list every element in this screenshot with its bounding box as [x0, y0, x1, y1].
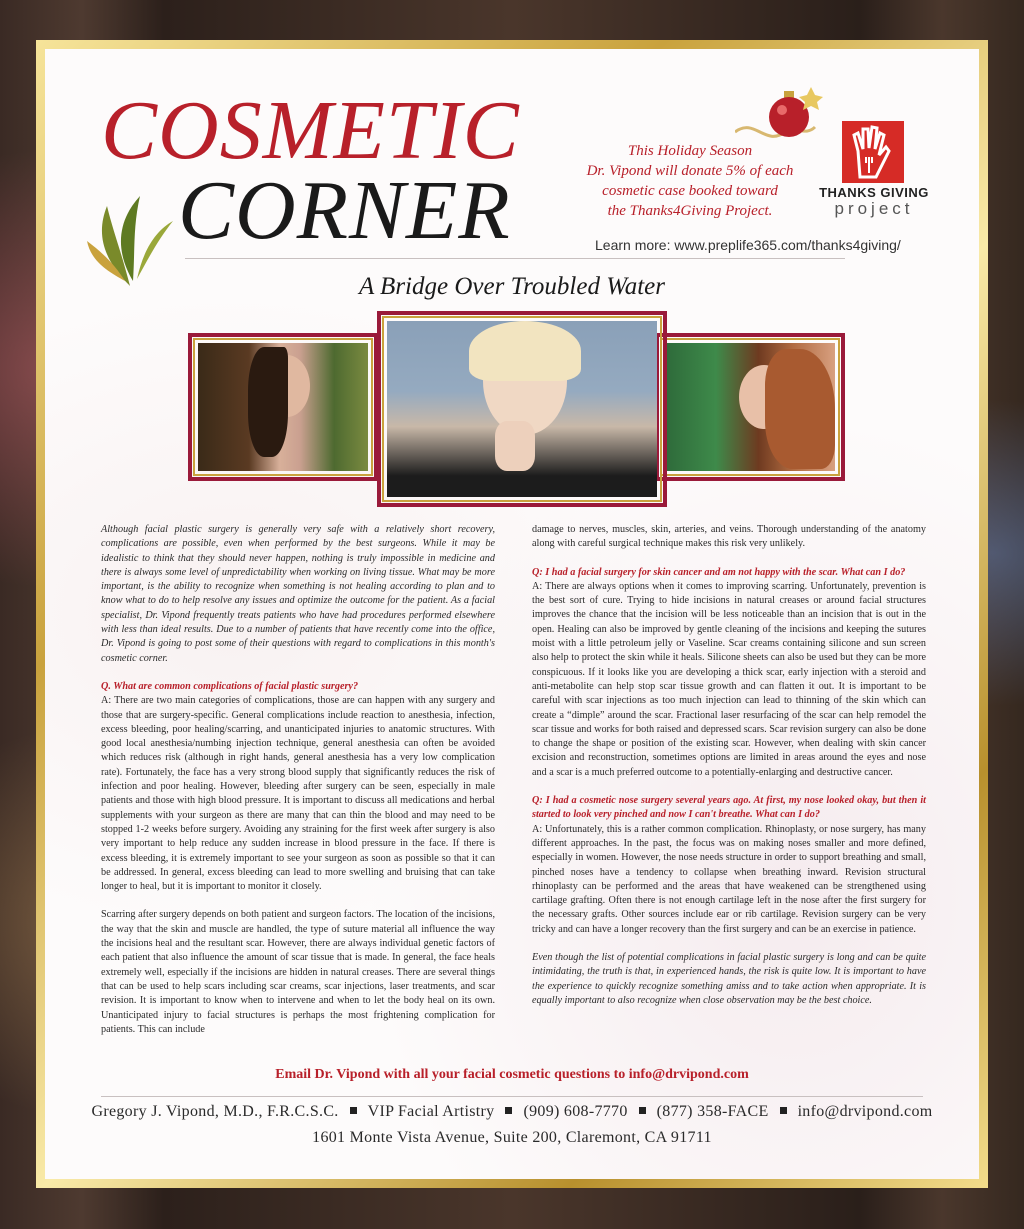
header-divider: [185, 258, 845, 259]
article-page: [45, 49, 979, 1179]
logo-word-project: project: [834, 199, 914, 218]
logo-word-thanksgiving: THANKS GIVING: [819, 185, 929, 200]
question-2: Q: I had a facial surgery for skin cancer and am not happy with the scar. What can I do?: [532, 566, 906, 578]
answer-1-end: damage to nerves, muscles, skin, arteries, and veins. Thorough understanding of the anatomy along with careful surgical technique makes this risk very unlikely.: [532, 524, 926, 550]
holiday-line-1: This Holiday Season: [627, 143, 753, 159]
learn-more-link[interactable]: Learn more: www.preplife365.com/thanks4giving/: [595, 237, 901, 253]
title-cosmetic: COSMETIC: [101, 84, 520, 177]
article-column-left: [101, 523, 495, 1051]
article-column-right: [532, 523, 926, 1022]
intro-paragraph: Although facial plastic surgery is generally very safe with a relatively short recovery, complications are possible, even when performed by the best surgeons. While it may be idealistic to think that they should never happen, nothing is truly impossible in medicine and there is always some level of unpredictability when working on living tissue. What may be more important, is the ability to recognize when something is not healing according to plan and to know what to do to help resolve any issues and optimize the outcome for the patient. As a facial specialist, Dr. Vipond frequently treats patients who have had procedures performed elsewhere with less than ideal results. Due to a number of patients that have recently come into the office, Dr. Vipond is going to post some of their questions with regard to complications in this month's cosmetic corner.: [101, 524, 495, 664]
phone-2[interactable]: (877) 358-FACE: [656, 1103, 769, 1120]
thanks4giving-logo: [810, 121, 950, 231]
holiday-line-3: cosmetic case booked toward: [602, 183, 778, 199]
answer-1-continued: Scarring after surgery depends on both patient and surgeon factors. The location of the incisions, the way that the skin and muscle are handled, the type of suture material all influence the way the incisions heal and the resultant scar. However, there are always individual genetic factors of each patient that also influence the amount of scar tissue that is made. In general, the face heals extremely well, especially if the incisions are hidden in natural creases. There are several things that can be used to help scars including scar creams, scar injections, laser treatments, and scar revision. It is important to know when to intervene and when to let the body heal on its own. Unanticipated injury to facial structures is perhaps the most frightening complication for patients. This can include: [101, 909, 495, 1035]
footer-divider: [101, 1096, 923, 1097]
question-1: Q. What are common complications of facial plastic surgery?: [101, 680, 359, 692]
bullet-icon: [505, 1107, 512, 1114]
address: 1601 Monte Vista Avenue, Suite 200, Claremont, CA 91711: [312, 1129, 712, 1146]
contact-line: [45, 1103, 979, 1121]
title-corner: CORNER: [178, 164, 511, 257]
holiday-line-4: the Thanks4Giving Project.: [607, 203, 773, 219]
bullet-icon: [639, 1107, 646, 1114]
contact-email[interactable]: info@drvipond.com: [797, 1103, 933, 1120]
holiday-message: [555, 141, 825, 221]
phone-1[interactable]: (909) 608-7770: [523, 1103, 628, 1120]
photo-right: [655, 333, 845, 481]
bullet-icon: [350, 1107, 357, 1114]
email-callout[interactable]: Email Dr. Vipond with all your facial cosmetic questions to info@drvipond.com: [275, 1067, 749, 1082]
gold-frame: [36, 40, 988, 1188]
closing-paragraph: Even though the list of potential complications in facial plastic surgery is long and can be quite intimidating, the truth is that, in experienced hands, the risk is quite low. It is important to have the experience to quickly recognize something amiss and to take action when appropriate. It is equally important to also recognize when close observation may be the best choice.: [532, 952, 926, 1006]
photo-center: [377, 311, 667, 507]
holiday-line-2: Dr. Vipond will donate 5% of each: [586, 163, 794, 179]
answer-1: A: There are two main categories of complications, those are can happen with any surgery and those that are surgery-specific. General complications include reaction to anesthesia, infection, excess bleeding, poor healing/scarring, and unanticipated injuries to anatomic structures. With good local anesthesia/numbing injection technique, general anesthesia can often be avoided which reduces risk (although in right hands, general anesthesia has a very low complication rate). Fortunately, the face has a very strong blood supply that significantly reduces the risk of infection and poor healing. However, bleeding after surgery can be seen, especially in male patients and those with high blood pressure. It is important to discuss all medications and herbal supplements with your surgeon as there are many that can thin the blood and may need to be stopped 1-2 weeks before surgery. Avoiding any straining for the first week after surgery is also very important to help reduce any sudden increase in blood pressure in the face. If there is excess bleeding, it is extremely important to see your surgeon as soon as possible so that it can be addressed. In general, excess bleeding can lead to more swelling and bruising that can take longer to heal, but it is important to monitor it closely.: [101, 695, 495, 893]
article-subtitle: A Bridge Over Troubled Water: [358, 273, 665, 300]
answer-2: A: There are always options when it comes to improving scarring. Unfortunately, prevention is the best sort of cure. Trying to hide incisions in natural creases or around facial structures improves the chance that the incision will be less noticeable than an incision that is out in the open. Healing can also be improved by gentle cleaning of the incisions and keeping the sutures moist with a little petroleum jelly or Vaseline. Scar creams containing silicone and sun screen also help to protect the skin while it heals. Silicone sheets can also be used but they can be more conspicuous. If it looks like you are developing a thick scar, early injection with a steroid and anti-metabolite can help stop scar tissue growth and can flatten it out. It is important to be careful with scar injections as too much injection can lead to thinning of the skin which can create a “dimple” around the scar. Fractional laser resurfacing of the scar can help remodel the scar tissue and works for both raised and depressed scars. Scar revision surgery can also be done to change the shape or position of the existing scar. However, when dealing with skin cancer excision and reconstruction, sometimes options are limited in areas around the eyes and nose and a scar is a much preferred outcome to a potentially-enlarging and destructive cancer.: [532, 580, 926, 778]
answer-3: A: Unfortunately, this is a rather common complication. Rhinoplasty, or nose surgery, has many different approaches. In the past, the focus was on making noses smaller and more defined, especially in women. However, the nose needs structure in order to support breathing and small, pinched noses have a tendency to collapse when breathing inward. Revision structural rhinoplasty can be performed and the areas that have weakened can be strengthened using cartilage grafting. Often there is not enough cartilage left in the nose after the first surgery for the necessary grafts. Other sources include ear or rib cartilage. Revision surgery can be very tricky and can have a longer recovery than the first surgery and can be an exercise in patience.: [532, 823, 926, 935]
thanks4giving-hand-icon: [842, 121, 904, 183]
doctor-name: Gregory J. Vipond, M.D., F.R.C.S.C.: [91, 1103, 339, 1120]
bullet-icon: [780, 1107, 787, 1114]
photo-left: [188, 333, 378, 481]
practice-name: VIP Facial Artistry: [367, 1103, 495, 1120]
question-3: Q: I had a cosmetic nose surgery several years ago. At first, my nose looked okay, but then it started to look very pinched and now I can't breathe. What can I do?: [532, 795, 926, 821]
